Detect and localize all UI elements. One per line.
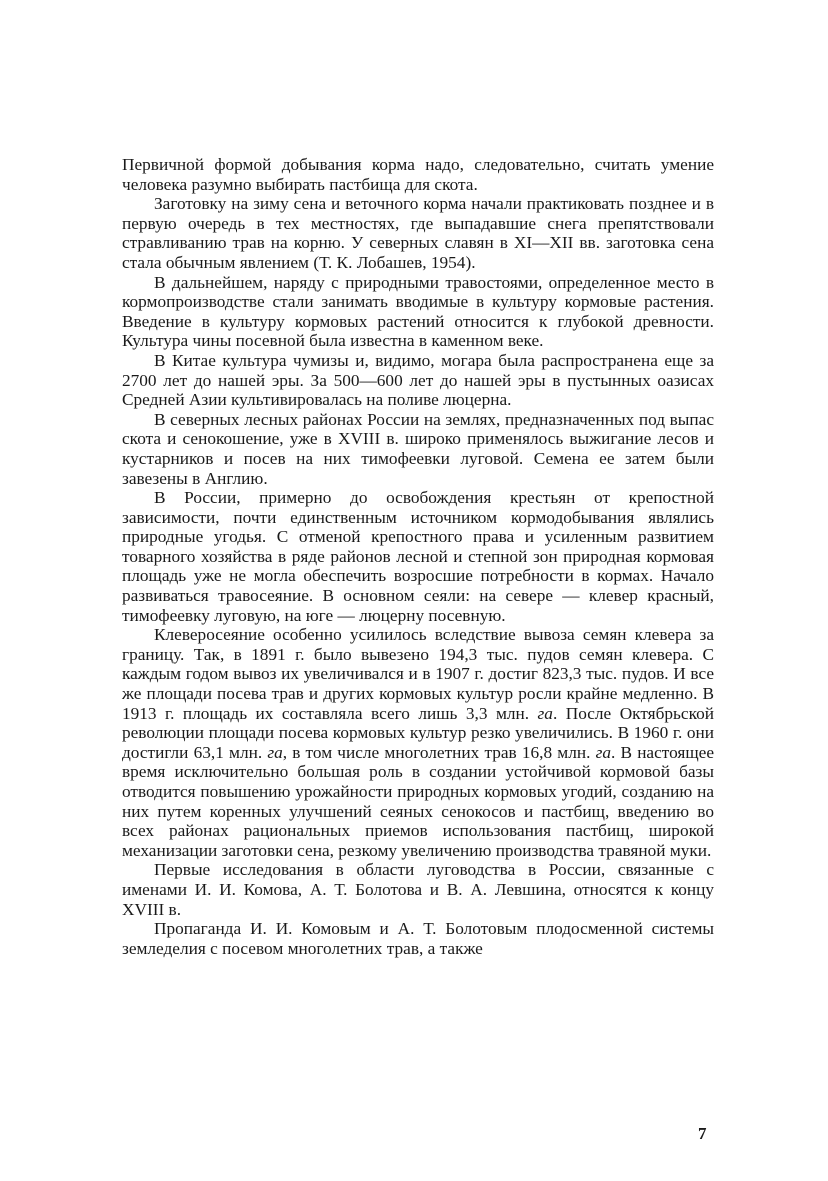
paragraph-6: В России, примерно до освобождения крестьян от крепостной зависимости, почти единственным источником кормодобывания являлись природные угодья. С отменой крепостного права и усиленным развитием товарного хозяйства в ряде районов лесной и степной зон природная кормовая площадь уже не могла обеспечить возросшие потребности в кормах. Начало развиваться травосеяние. В основном сеяли: на севере — клевер красный, тимофеевку луговую, на юге — люцерну посевную. (122, 488, 714, 625)
paragraph-4: В Китае культура чумизы и, видимо, могара была распространена еще за 2700 лет до нашей эры. За 500—600 лет до нашей эры в пустынных оазисах Средней Азии культивировалась на поливе люцерна. (122, 350, 714, 410)
page-body (122, 155, 714, 958)
paragraph-5: В северных лесных районах России на землях, предназначенных под выпас скота и сенокошение, уже в XVIII в. широко применялось выжигание лесов и кустарников и посев на них тимофеевки луговой. Семена ее затем были завезены в Англию. (122, 409, 714, 488)
paragraph-8: Первые исследования в области луговодства в России, связанные с именами И. И. Комова, А. Т. Болотова и В. А. Левшина, относятся к концу XVIII в. (122, 860, 714, 919)
paragraph-9: Пропаганда И. И. Комовым и А. Т. Болотовым плодосменной системы земледелия с посевом многолетних трав, а также (122, 919, 714, 958)
paragraph-3: В дальнейшем, наряду с природными травостоями, определенное место в кормопроизводстве стали занимать вводимые в культуру кормовые растения. Введение в культуру кормовых растений относится к глубокой древности. Культура чины посевной была известна в каменном веке. (122, 272, 714, 351)
page-number: 7 (698, 1124, 707, 1143)
paragraph-1: Первичной формой добывания корма надо, следовательно, считать умение человека разумно выбирать пастбища для скота. (122, 155, 714, 194)
paragraph-7: Клеверосеяние особенно усилилось вследствие вывоза семян клевера за границу. Так, в 1891 г. было вывезено 194,3 тыс. пудов семян клевера. С каждым годом вывоз их увеличивался и в 1907 г. достиг 823,3 тыс. пудов. И все же площади посева трав и других кормовых культур росли крайне медленно. В 1913 г. площадь их составляла всего лишь 3,3 млн. га. После Октябрьской революции площади посева кормовых культур резко увеличились. В 1960 г. они достигли 63,1 млн. га, в том числе многолетних трав 16,8 млн. га. В настоящее время исключительно большая роль в создании устойчивой кормовой базы отводится повышению урожайности природных кормовых угодий, созданию на них путем коренных улучшений сеяных сенокосов и пастбищ, введению во всех районах рациональных приемов использования пастбищ, широкой механизации заготовки сена, резкому увеличению производства травяной муки. (122, 625, 715, 860)
paragraph-2: Заготовку на зиму сена и веточного корма начали практиковать позднее и в первую очередь в тех местностях, где выпадавшие снега препятствовали стравливанию трав на корню. У северных славян в XI—XII вв. заготовка сена стала обычным явлением (Т. К. Лобашев, 1954). (122, 194, 714, 272)
